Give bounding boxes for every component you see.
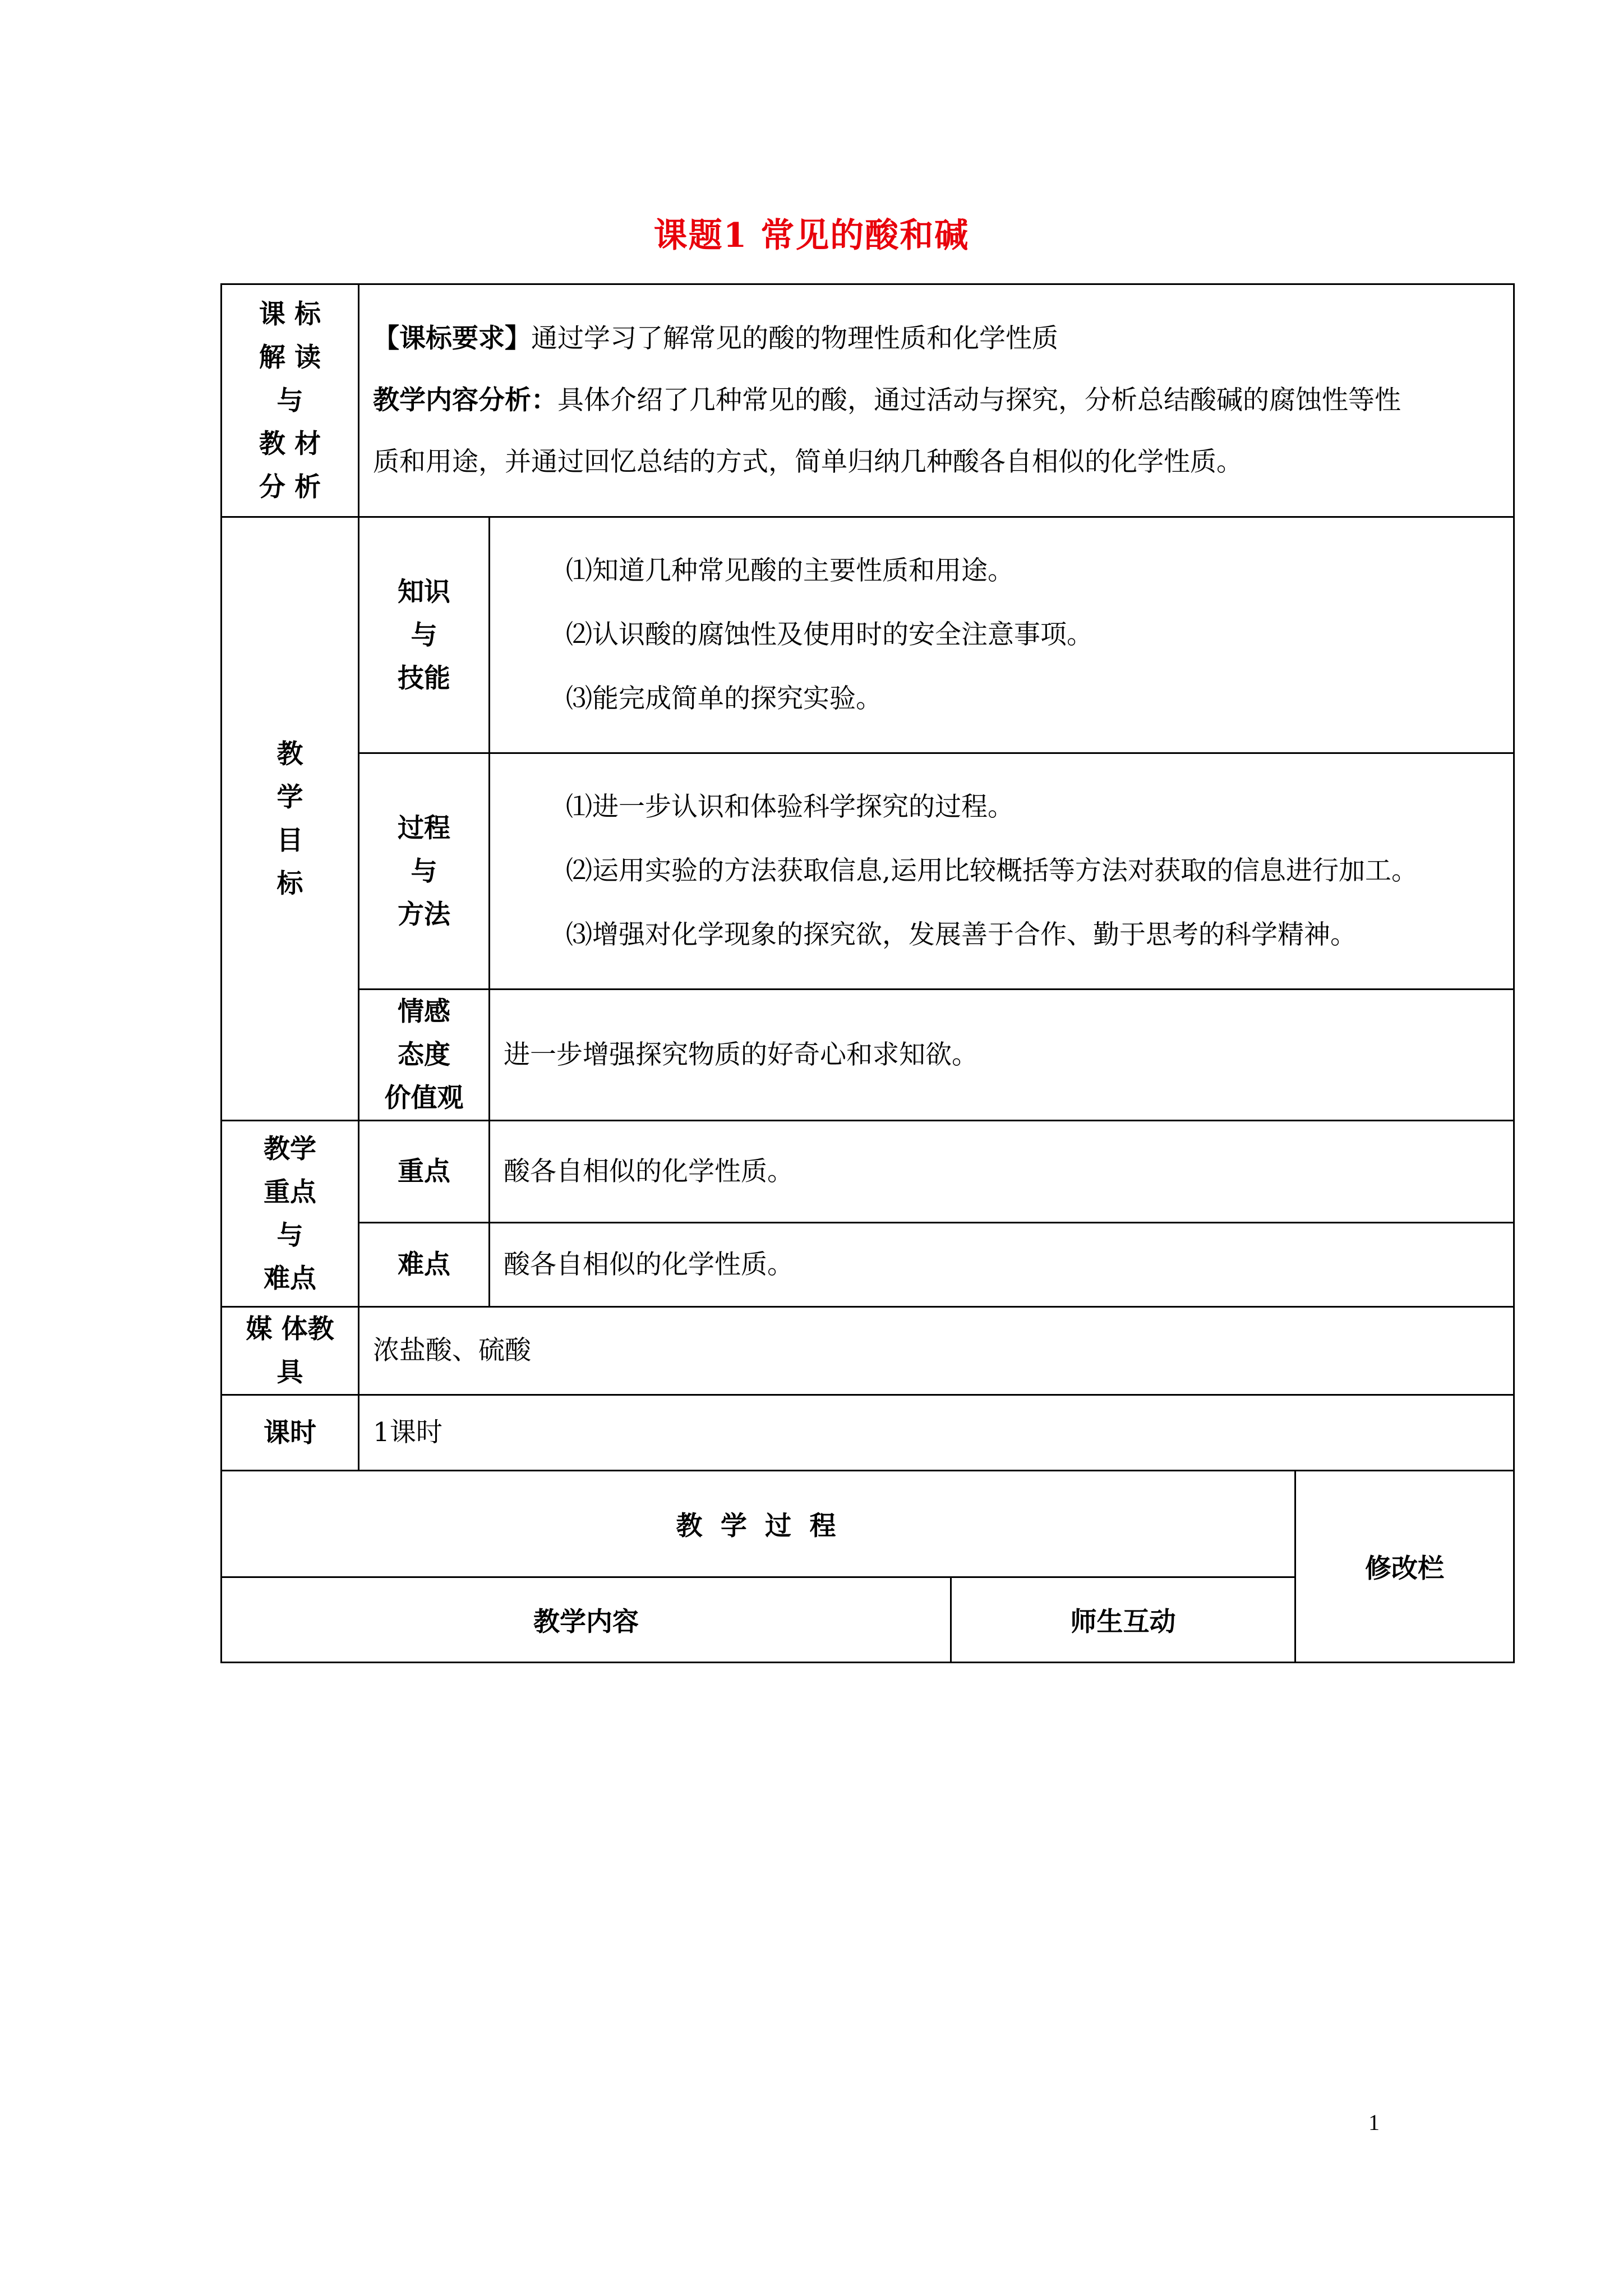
list-item: ⑵运用实验的方法获取信息,运用比较概括等方法对获取的信息进行加工。 — [566, 855, 1418, 886]
focus-row — [222, 1121, 1514, 1223]
focus-label: 重点 — [359, 1121, 490, 1223]
period-text: 1课时 — [359, 1395, 1514, 1471]
content-column-header: 教学内容 — [222, 1577, 951, 1663]
standards-row — [222, 284, 1514, 517]
period-label: 课时 — [222, 1395, 359, 1471]
attitude-text: 进一步增强探究物质的好奇心和求知欲。 — [490, 990, 1514, 1121]
period-row — [222, 1395, 1514, 1471]
lesson-plan-table — [220, 283, 1515, 1663]
list-item: ⑶能完成简单的探究实验。 — [566, 683, 882, 714]
process-items — [490, 753, 1514, 990]
process-title: 教 学 过 程 — [222, 1471, 1295, 1577]
list-item: ⑴进一步认识和体验科学探究的过程。 — [566, 792, 1014, 822]
keypoints-label: 教学 重点 与 难点 — [222, 1121, 359, 1307]
objective-knowledge-row — [222, 517, 1514, 753]
list-item: ⑴知道几种常见酸的主要性质和用途。 — [566, 555, 1014, 586]
difficulty-text: 酸各自相似的化学性质。 — [490, 1223, 1514, 1307]
difficulty-row — [222, 1223, 1514, 1307]
focus-text: 酸各自相似的化学性质。 — [490, 1121, 1514, 1223]
process-label: 过程 与 方法 — [359, 753, 490, 990]
knowledge-items — [490, 517, 1514, 753]
requirement-label: 【课标要求】 — [373, 323, 531, 354]
media-row — [222, 1307, 1514, 1395]
analysis-label: 教学内容分析： — [373, 385, 557, 416]
media-text: 浓盐酸、硫酸 — [359, 1307, 1514, 1395]
page-title: 课题1 常见的酸和碱 — [653, 216, 970, 255]
objectives-label: 教 学 目 标 — [222, 517, 359, 1121]
media-label: 媒 体教 具 — [222, 1307, 359, 1395]
objective-process-row — [222, 753, 1514, 990]
process-header-row — [222, 1471, 1514, 1577]
difficulty-label: 难点 — [359, 1223, 490, 1307]
standards-label: 课 标 解 读 与 教 材 分 析 — [222, 284, 359, 517]
list-item: ⑵认识酸的腐蚀性及使用时的安全注意事项。 — [566, 619, 1093, 650]
list-item: ⑶增强对化学现象的探究欲，发展善于合作、勤于思考的科学精神。 — [566, 919, 1357, 950]
knowledge-label: 知识 与 技能 — [359, 517, 490, 753]
analysis-text: 具体介绍了几种常见的酸，通过活动与探究，分析总结酸碱的腐蚀性等性 — [557, 385, 1401, 416]
objective-attitude-row — [222, 990, 1514, 1121]
page-number: 1 — [1368, 2110, 1380, 2135]
revision-column-header: 修改栏 — [1295, 1471, 1514, 1663]
standards-content — [359, 284, 1514, 517]
interaction-column-header: 师生互动 — [951, 1577, 1295, 1663]
requirement-text: 通过学习了解常见的酸的物理性质和化学性质 — [531, 323, 1058, 354]
analysis-text-cont: 质和用途，并通过回忆总结的方式，简单归纳几种酸各自相似的化学性质。 — [373, 447, 1243, 477]
attitude-label: 情感 态度 价值观 — [359, 990, 490, 1121]
